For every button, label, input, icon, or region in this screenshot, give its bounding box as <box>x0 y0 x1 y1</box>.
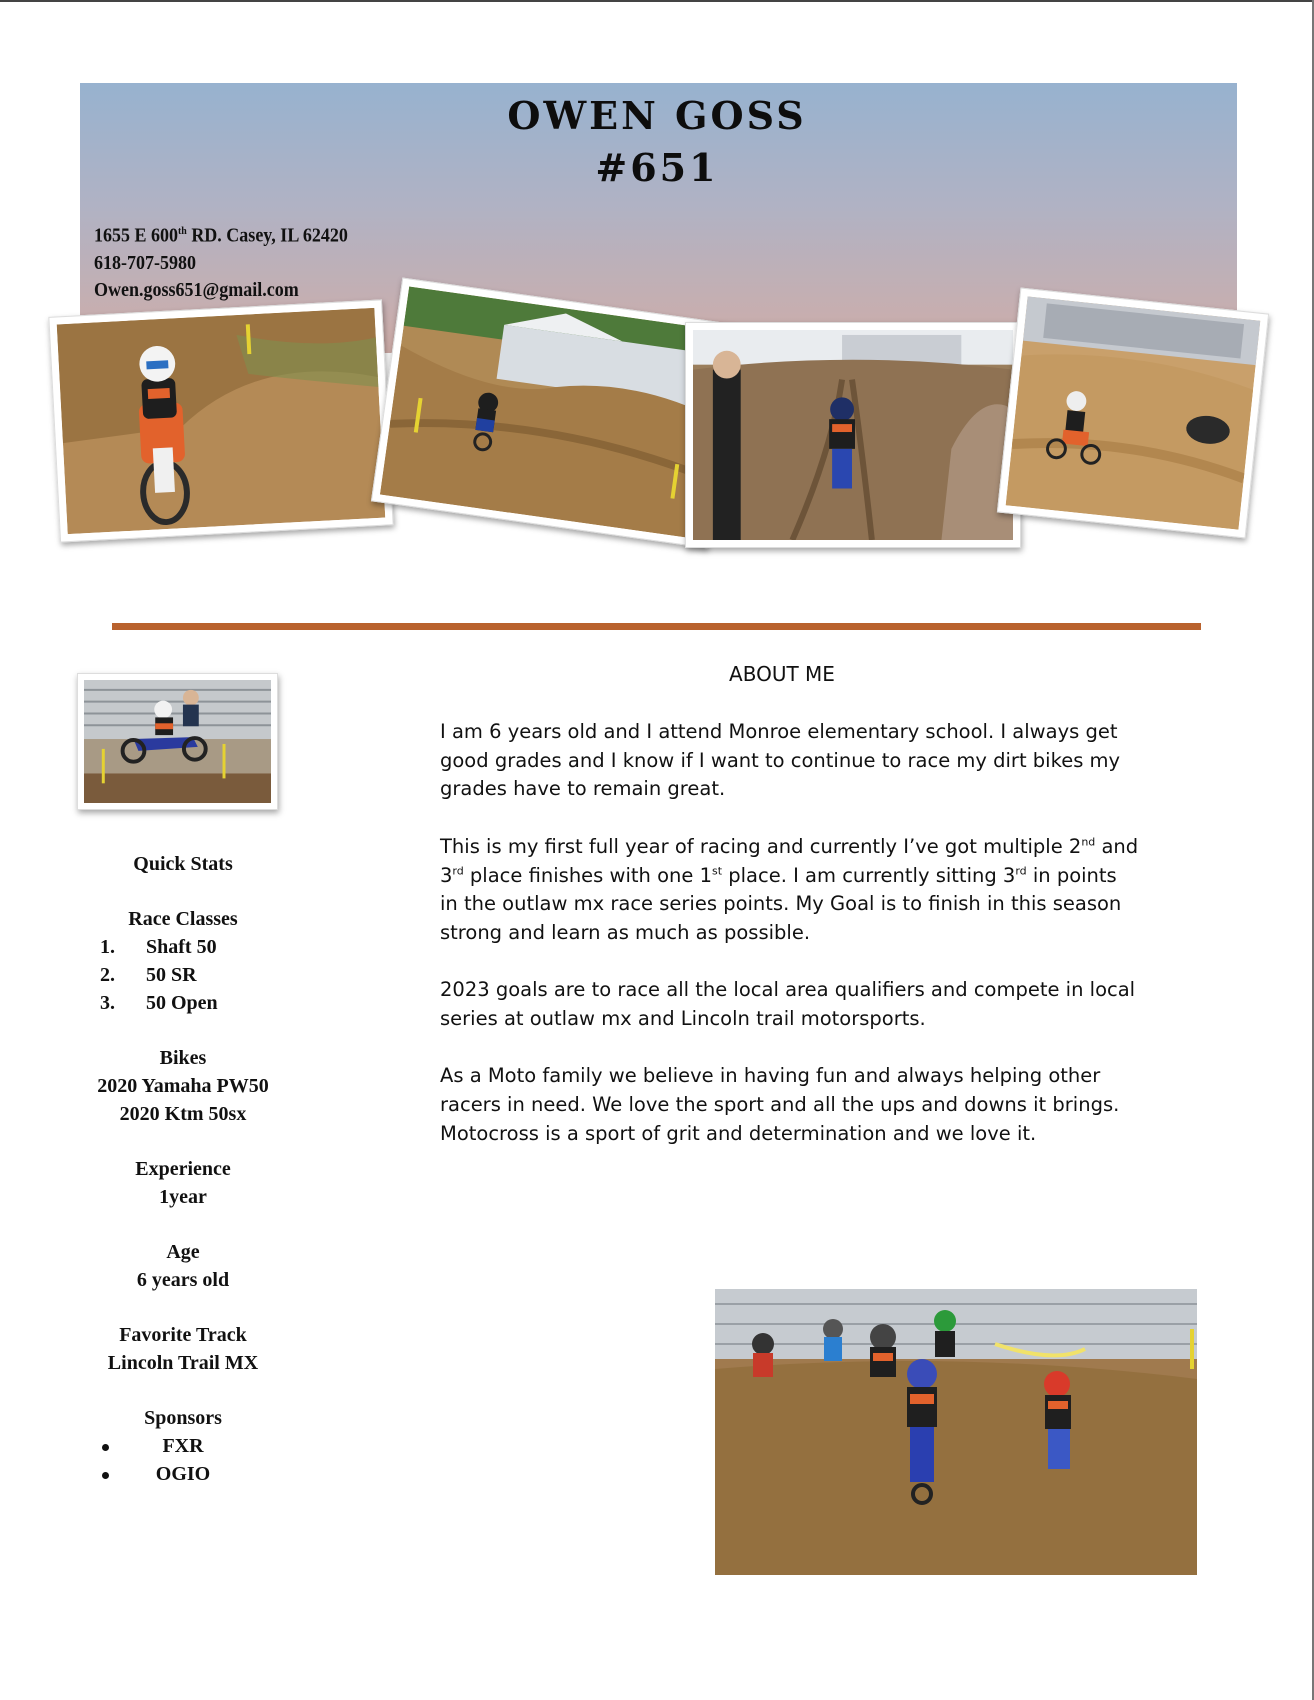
page-border <box>0 0 1314 2</box>
experience <box>80 1155 286 1211</box>
paragraph: As a Moto family we believe in having fun and always helping other racers in need. We love the sport and all the ups and downs it brings. Motocross is a sport of grit and determination and we love it. <box>440 1064 1120 1145</box>
about-heading: ABOUT ME <box>729 662 835 686</box>
experience-value: 1year <box>159 1186 207 1208</box>
list-item: 2020 Ktm 50sx <box>119 1103 247 1125</box>
list-item: OGIO <box>80 1460 286 1488</box>
about-body <box>440 718 1140 1177</box>
favorite-track-title: Favorite Track <box>119 1324 247 1346</box>
favorite-track-value: Lincoln Trail MX <box>107 1352 259 1374</box>
photo-rider-orange-bike-track <box>997 288 1269 539</box>
list-item: 2020 Yamaha PW50 <box>97 1075 269 1097</box>
address: 1655 E 600th RD. Casey, IL 62420 <box>94 224 348 247</box>
list-item: 3. 50 Open <box>100 992 218 1014</box>
photo-group-race <box>715 1289 1197 1575</box>
list-item: 2. 50 SR <box>100 964 197 986</box>
phone: 618-707-5980 <box>94 251 196 274</box>
contact-info <box>94 218 348 304</box>
quick-stats <box>80 850 286 1515</box>
photo-rider-blue-bike-hill <box>371 277 739 548</box>
rider-name-block <box>0 90 1314 194</box>
rider-name: OWEN GOSS <box>507 93 807 138</box>
paragraph: This is my first full year of racing and currently I’ve got multiple 2nd and 3rd place finishes with one 1st place. I am currently sitting 3rd in points in the outlaw mx race series points. My Goal is to finish in this season strong and learn as much as possible. <box>440 834 1139 944</box>
age-title: Age <box>166 1241 200 1263</box>
race-classes-title: Race Classes <box>128 908 238 930</box>
age-value: 6 years old <box>136 1269 230 1291</box>
rider-number: #651 <box>595 145 719 190</box>
photo-rider-orange-bike <box>48 299 393 542</box>
paragraph: I am 6 years old and I attend Monroe elementary school. I always get good grades and I know if I want to continue to race my dirt bikes my grades have to remain great. <box>440 720 1121 801</box>
favorite-track <box>80 1321 286 1377</box>
sponsors-list <box>80 1432 286 1488</box>
paragraph: 2023 goals are to race all the local area qualifiers and compete in local series at outlaw mx and Lincoln trail motorsports. <box>440 978 1136 1030</box>
age <box>80 1238 286 1294</box>
bikes-title: Bikes <box>159 1047 207 1069</box>
race-classes-list <box>80 933 286 1017</box>
sponsors <box>80 1404 286 1488</box>
photo-rider-jump <box>77 673 278 810</box>
email: Owen.goss651@gmail.com <box>94 278 299 301</box>
bikes <box>80 1044 286 1128</box>
sponsors-title: Sponsors <box>144 1407 222 1429</box>
experience-title: Experience <box>135 1158 231 1180</box>
section-divider <box>112 623 1201 630</box>
race-classes <box>80 905 286 1017</box>
photo-rider-blue-bike-track <box>685 322 1021 548</box>
list-item: 1. Shaft 50 <box>100 936 217 958</box>
quick-stats-title: Quick Stats <box>133 853 233 875</box>
list-item: FXR <box>80 1432 286 1460</box>
